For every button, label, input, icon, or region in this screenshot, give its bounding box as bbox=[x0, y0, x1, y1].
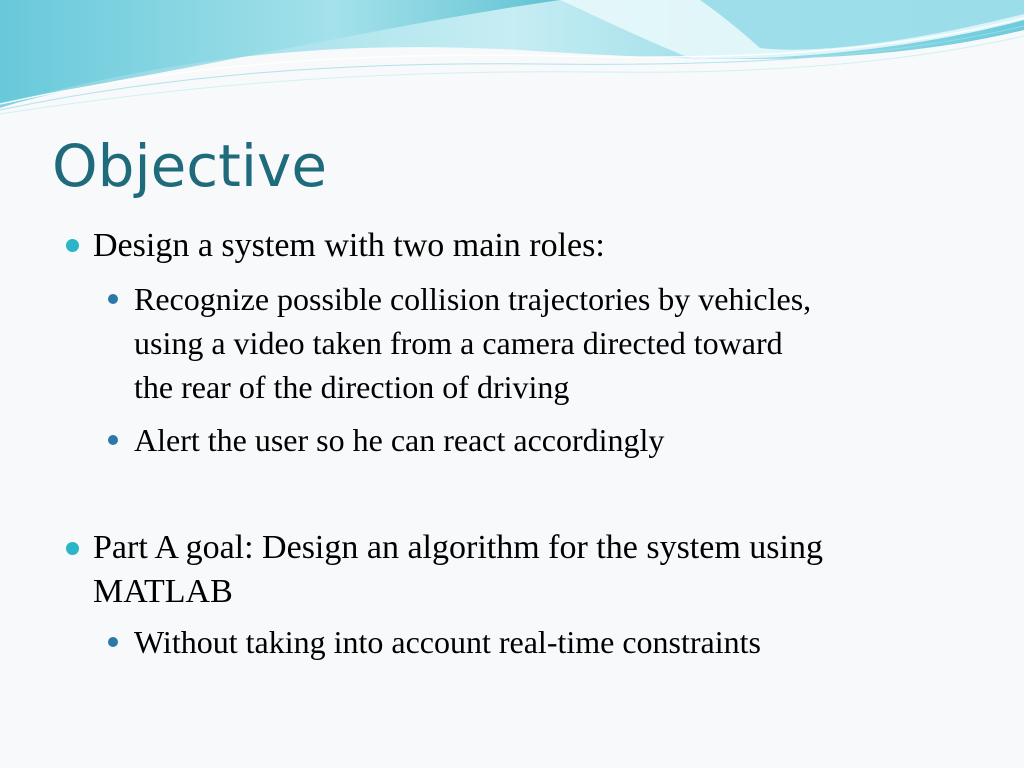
bullet-marker-level2 bbox=[108, 637, 118, 647]
bullet-level2-text-line: Without taking into account real-time constraints bbox=[134, 624, 761, 660]
bullet-marker-level2 bbox=[108, 435, 118, 445]
bullet-level2-text-line: Recognize possible collision trajectories by vehicles, bbox=[134, 281, 812, 317]
bullet-level1-text-line: Part A goal: Design an algorithm for the system using bbox=[93, 529, 823, 566]
bullet-level2-text-line: Alert the user so he can react accordingly bbox=[134, 422, 665, 458]
bullet-level1-text: Design a system with two main roles: bbox=[93, 227, 605, 264]
bullet-level2-text-line: the rear of the direction of driving bbox=[134, 369, 570, 405]
bullet-level2-text-line: using a video taken from a camera directed toward bbox=[134, 325, 783, 361]
bullet-level1-text-line: MATLAB bbox=[93, 573, 233, 610]
bullet-marker-level2 bbox=[108, 294, 118, 304]
slide-title: Objective bbox=[52, 132, 328, 200]
bullet-marker-level1 bbox=[66, 542, 79, 555]
bullet-marker-level1 bbox=[66, 239, 79, 252]
